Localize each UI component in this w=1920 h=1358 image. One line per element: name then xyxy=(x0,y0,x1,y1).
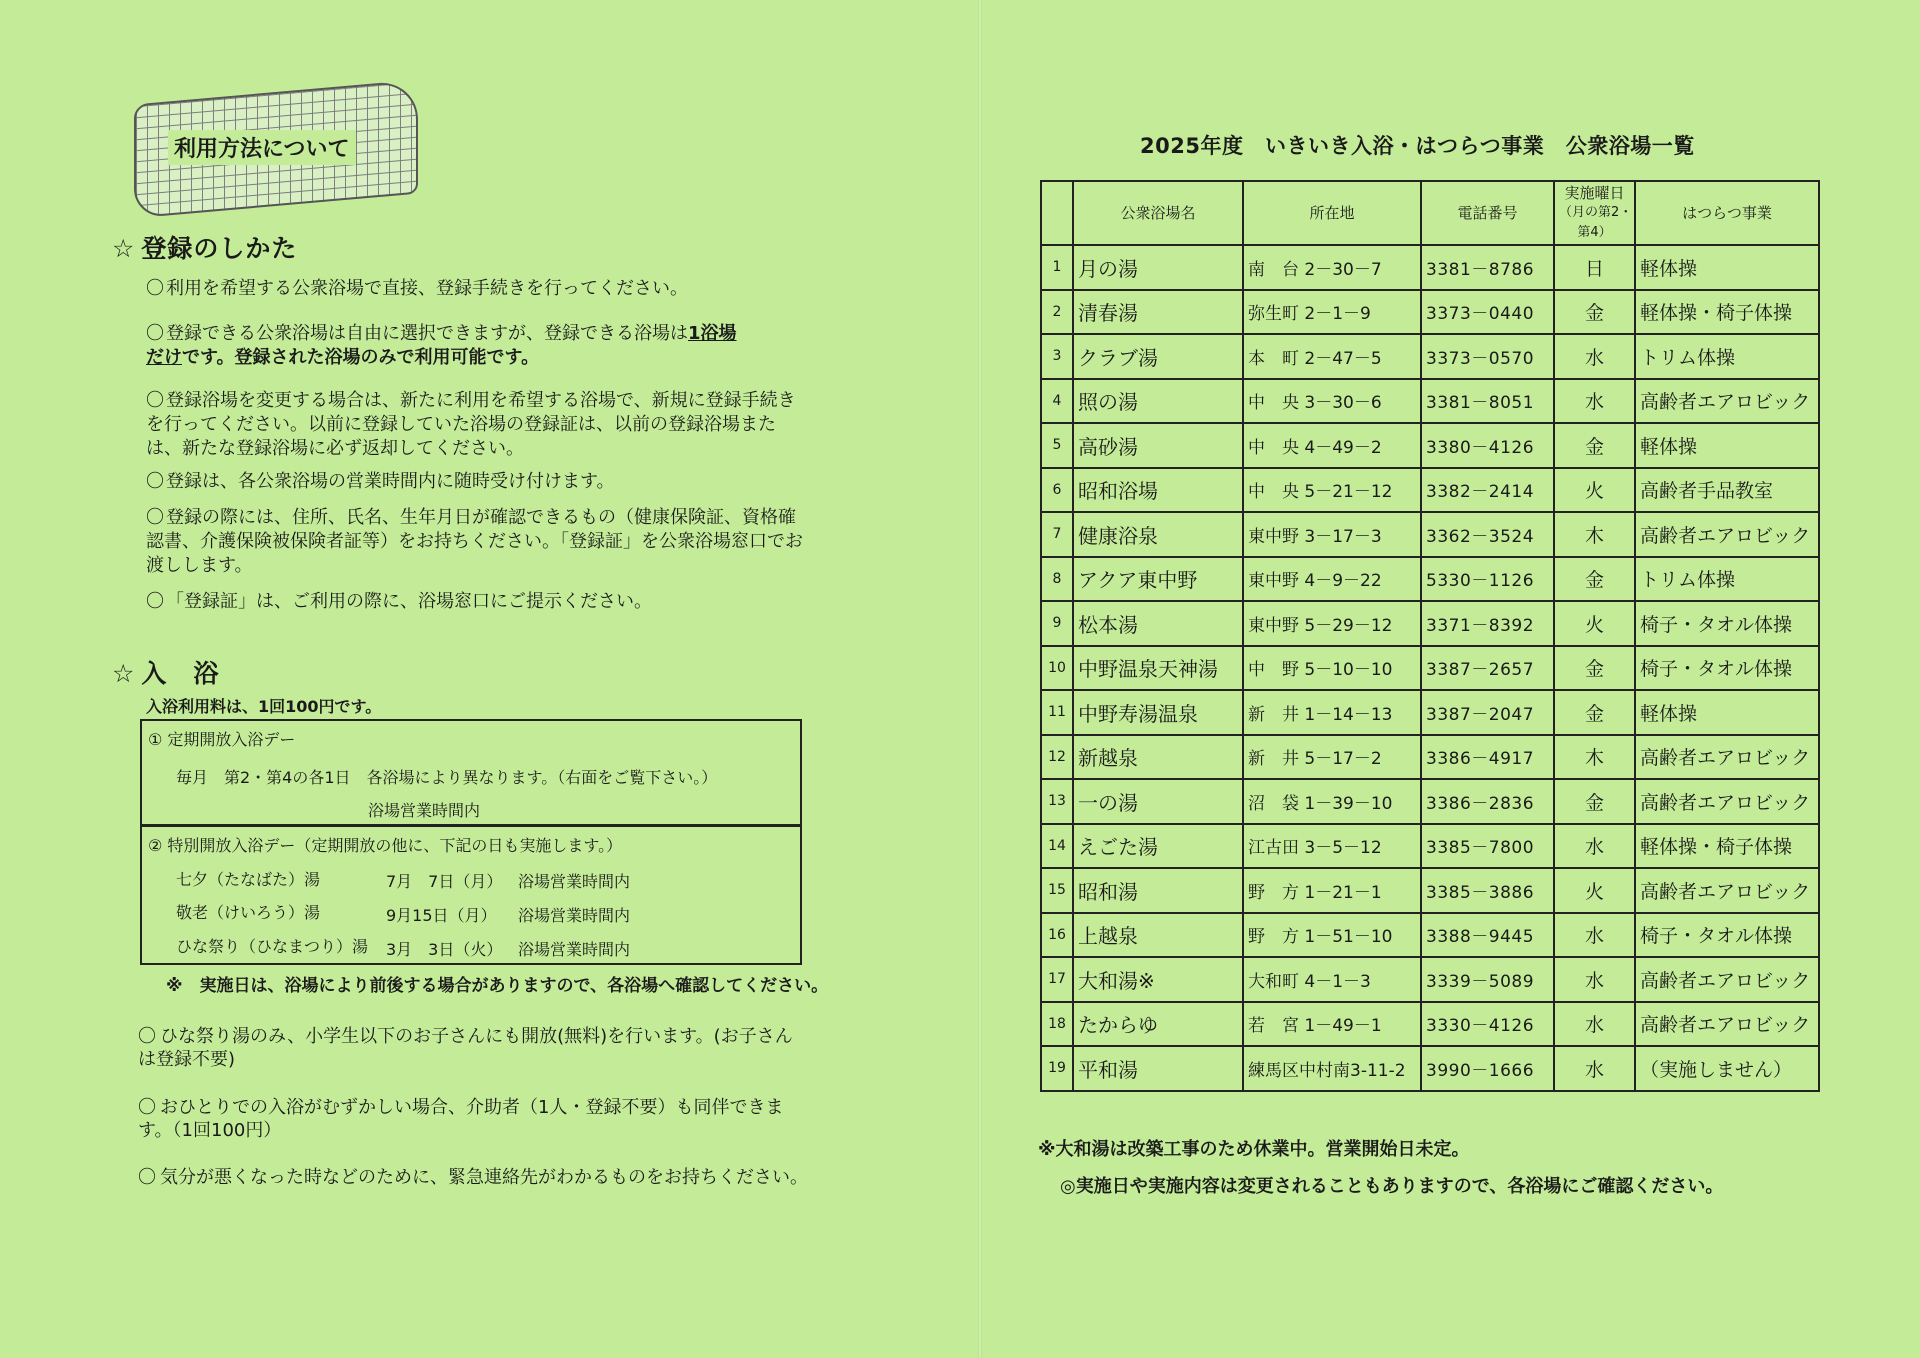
row-number: 9 xyxy=(1041,601,1073,646)
bath-phone: 3362－3524 xyxy=(1421,512,1554,557)
bathing-item-2-text: おひとりでの入浴がむずかしい場合、介助者（1人・登録不要）も同伴できます。（1回100円） xyxy=(138,1097,784,1141)
table-row xyxy=(1041,601,1819,646)
special-day-name: 敬老（けいろう）湯 xyxy=(176,903,321,922)
bath-address: 新 井 1－14－13 xyxy=(1243,690,1421,735)
bath-activity: 高齢者エアロビック xyxy=(1635,1002,1819,1047)
bath-day: 水 xyxy=(1554,334,1635,379)
circle-mark: 〇 xyxy=(138,1097,156,1118)
bath-day: 火 xyxy=(1554,601,1635,646)
col-header-day-line2: （月の第2・ xyxy=(1559,205,1633,220)
bath-name: 月の湯 xyxy=(1073,245,1243,290)
row-number: 16 xyxy=(1041,913,1073,958)
special-day-time: 浴場営業時間内 xyxy=(518,940,631,959)
banner-label: 利用方法について xyxy=(168,130,356,165)
bath-address: 東中野 4－9－22 xyxy=(1243,557,1421,602)
bath-phone: 3387－2047 xyxy=(1421,690,1554,735)
bathing-item-2 xyxy=(138,1096,808,1142)
registration-heading-text: 登録のしかた xyxy=(141,234,298,263)
bathing-heading xyxy=(112,654,219,690)
registration-item-2-bold: です。登録された浴場のみで利用可能です。 xyxy=(182,347,540,368)
bath-activity: トリム体操 xyxy=(1635,334,1819,379)
registration-item-4-text: 登録は、各公衆浴場の営業時間内に随時受け付けます。 xyxy=(166,471,615,492)
row-number: 3 xyxy=(1041,334,1073,379)
row-number: 12 xyxy=(1041,735,1073,780)
bath-phone: 3380－4126 xyxy=(1421,423,1554,468)
table-row xyxy=(1041,1046,1819,1091)
circle-mark: 〇 xyxy=(146,591,164,612)
table-row xyxy=(1041,423,1819,468)
public-bath-table xyxy=(1040,180,1820,1092)
bath-activity: 椅子・タオル体操 xyxy=(1635,646,1819,691)
row-number: 10 xyxy=(1041,646,1073,691)
special-day-date: 9月15日（月） xyxy=(386,906,497,925)
bath-day: 金 xyxy=(1554,779,1635,824)
bath-day: 水 xyxy=(1554,1002,1635,1047)
registration-item-5 xyxy=(146,506,806,578)
bath-phone: 3388－9445 xyxy=(1421,913,1554,958)
bath-address: 中 央 4－49－2 xyxy=(1243,423,1421,468)
table-row xyxy=(1041,735,1819,780)
bath-activity: 高齢者手品教室 xyxy=(1635,468,1819,513)
bath-address: 中 央 3－30－6 xyxy=(1243,379,1421,424)
bath-activity: 高齢者エアロビック xyxy=(1635,868,1819,913)
table-row xyxy=(1041,379,1819,424)
bath-activity: トリム体操 xyxy=(1635,557,1819,602)
table-row xyxy=(1041,824,1819,869)
bath-phone: 3373－0440 xyxy=(1421,290,1554,335)
special-day-time: 浴場営業時間内 xyxy=(518,872,631,891)
star-icon: ☆ xyxy=(112,234,136,263)
table-row xyxy=(1041,245,1819,290)
table-row xyxy=(1041,868,1819,913)
bath-name: 上越泉 xyxy=(1073,913,1243,958)
bath-name: たからゆ xyxy=(1073,1002,1243,1047)
bath-name: 中野寿湯温泉 xyxy=(1073,690,1243,735)
special-day-date: 3月 3日（火） xyxy=(386,940,503,959)
table-row xyxy=(1041,646,1819,691)
bath-address: 新 井 5－17－2 xyxy=(1243,735,1421,780)
col-header-day-line1: 実施曜日 xyxy=(1564,184,1625,202)
table-row xyxy=(1041,1002,1819,1047)
registration-item-3-text: 登録浴場を変更する場合は、新たに利用を希望する浴場で、新規に登録手続きを行ってください。以前に登録していた浴場の登録証は、以前の登録浴場または、新たな登録浴場に必ず返却してください。 xyxy=(146,390,796,459)
circle-mark: 〇 xyxy=(146,471,164,492)
bath-address: 本 町 2－47－5 xyxy=(1243,334,1421,379)
bath-activity: 軽体操 xyxy=(1635,245,1819,290)
row-number: 13 xyxy=(1041,779,1073,824)
bath-phone: 3339－5089 xyxy=(1421,957,1554,1002)
registration-item-6-text: 「登録証」は、ご利用の際に、浴場窓口にご提示ください。 xyxy=(166,591,652,612)
bath-address: 野 方 1－51－10 xyxy=(1243,913,1421,958)
regular-open-day-schedule: 毎月 第2・第4の各1日 各浴場により異なります。（右面をご覧下さい。） xyxy=(176,768,718,787)
table-row xyxy=(1041,957,1819,1002)
bath-phone: 3381－8051 xyxy=(1421,379,1554,424)
col-header-name: 公衆浴場名 xyxy=(1073,181,1243,245)
registration-item-2-text: 登録できる公衆浴場は自由に選択できますが、登録できる浴場は xyxy=(166,323,688,344)
row-number: 4 xyxy=(1041,379,1073,424)
regular-open-day-title: ① 定期開放入浴デー xyxy=(148,730,296,749)
table-row xyxy=(1041,468,1819,513)
bath-name: 照の湯 xyxy=(1073,379,1243,424)
special-day-name: ひな祭り（ひなまつり）湯 xyxy=(176,937,369,956)
bath-phone: 5330－1126 xyxy=(1421,557,1554,602)
bath-activity: 高齢者エアロビック xyxy=(1635,957,1819,1002)
bath-phone: 3330－4126 xyxy=(1421,1002,1554,1047)
row-number: 17 xyxy=(1041,957,1073,1002)
bath-phone: 3386－2836 xyxy=(1421,779,1554,824)
spa-list-title: 2025年度 いきいき入浴・はつらつ事業 公衆浴場一覧 xyxy=(1140,134,1695,158)
bathing-item-1 xyxy=(138,1025,808,1071)
bath-activity: 高齢者エアロビック xyxy=(1635,779,1819,824)
bath-day: 火 xyxy=(1554,868,1635,913)
row-number: 1 xyxy=(1041,245,1073,290)
registration-heading xyxy=(112,229,297,265)
bath-name: 平和湯 xyxy=(1073,1046,1243,1091)
row-number: 11 xyxy=(1041,690,1073,735)
bath-day: 水 xyxy=(1554,824,1635,869)
bath-day: 水 xyxy=(1554,379,1635,424)
circle-mark: 〇 xyxy=(138,1167,156,1188)
bath-phone: 3385－7800 xyxy=(1421,824,1554,869)
bath-name: 松本湯 xyxy=(1073,601,1243,646)
registration-item-6 xyxy=(146,590,806,614)
table-header-row xyxy=(1041,181,1819,245)
bath-phone: 3381－8786 xyxy=(1421,245,1554,290)
special-open-day-title: ② 特別開放入浴デー（定期開放の他に、下記の日も実施します。） xyxy=(148,836,623,855)
row-number: 5 xyxy=(1041,423,1073,468)
bath-activity: （実施しません） xyxy=(1635,1046,1819,1091)
registration-item-2-emphasis: 1浴場 xyxy=(688,323,737,344)
bathing-item-1-text: ひな祭り湯のみ、小学生以下のお子さんにも開放(無料)を行います。(お子さんは登録不要) xyxy=(138,1026,793,1070)
bath-address: 東中野 3－17－3 xyxy=(1243,512,1421,557)
bath-day: 水 xyxy=(1554,957,1635,1002)
row-number: 18 xyxy=(1041,1002,1073,1047)
bath-phone: 3373－0570 xyxy=(1421,334,1554,379)
registration-item-5-text: 登録の際には、住所、氏名、生年月日が確認できるもの（健康保険証、資格確認書、介護保険被保険者証等）をお持ちください。「登録証」を公衆浴場窓口でお渡しします。 xyxy=(146,507,803,576)
circle-mark: 〇 xyxy=(146,390,164,411)
bath-activity: 椅子・タオル体操 xyxy=(1635,601,1819,646)
bath-day: 金 xyxy=(1554,290,1635,335)
bath-day: 金 xyxy=(1554,690,1635,735)
registration-item-2 xyxy=(146,322,806,370)
bath-address: 大和町 4－1－3 xyxy=(1243,957,1421,1002)
col-header-address: 所在地 xyxy=(1243,181,1421,245)
row-number: 15 xyxy=(1041,868,1073,913)
bath-day: 金 xyxy=(1554,646,1635,691)
special-day-name: 七夕（たなばた）湯 xyxy=(176,870,321,889)
bath-phone: 3990－1666 xyxy=(1421,1046,1554,1091)
bath-name: 大和湯※ xyxy=(1073,957,1243,1002)
registration-item-4 xyxy=(146,470,806,494)
table-row xyxy=(1041,512,1819,557)
bath-activity: 椅子・タオル体操 xyxy=(1635,913,1819,958)
col-header-day xyxy=(1554,181,1635,245)
bath-day: 金 xyxy=(1554,423,1635,468)
bath-day: 木 xyxy=(1554,512,1635,557)
bathing-item-3-text: 気分が悪くなった時などのために、緊急連絡先がわかるものをお持ちください。 xyxy=(160,1167,808,1188)
bath-name: 高砂湯 xyxy=(1073,423,1243,468)
bathing-heading-text: 入 浴 xyxy=(141,659,220,688)
special-day-time: 浴場営業時間内 xyxy=(518,906,631,925)
table-body xyxy=(1041,245,1819,1091)
bath-name: クラブ湯 xyxy=(1073,334,1243,379)
bath-address: 東中野 5－29－12 xyxy=(1243,601,1421,646)
bath-activity: 軽体操 xyxy=(1635,690,1819,735)
regular-open-day-box xyxy=(140,719,802,826)
bath-name: 新越泉 xyxy=(1073,735,1243,780)
table-row xyxy=(1041,913,1819,958)
bath-phone: 3387－2657 xyxy=(1421,646,1554,691)
bath-day: 火 xyxy=(1554,468,1635,513)
bath-address: 若 宮 1－49－1 xyxy=(1243,1002,1421,1047)
registration-item-3 xyxy=(146,389,806,461)
col-header-phone: 電話番号 xyxy=(1421,181,1554,245)
bath-activity: 軽体操・椅子体操 xyxy=(1635,824,1819,869)
bath-name: 清春湯 xyxy=(1073,290,1243,335)
bath-name: 一の湯 xyxy=(1073,779,1243,824)
table-row xyxy=(1041,290,1819,335)
bath-address: 沼 袋 1－39－10 xyxy=(1243,779,1421,824)
bath-address: 練馬区中村南3-11-2 xyxy=(1243,1046,1421,1091)
change-notice: ◎実施日や実施内容は変更されることもありますので、各浴場にご確認ください。 xyxy=(1060,1176,1724,1197)
circle-mark: 〇 xyxy=(146,507,164,528)
table-row xyxy=(1041,779,1819,824)
special-open-day-box xyxy=(140,825,802,965)
closure-note: ※大和湯は改築工事のため休業中。営業開始日未定。 xyxy=(1038,1139,1470,1160)
bath-address: 野 方 1－21－1 xyxy=(1243,868,1421,913)
circle-mark: 〇 xyxy=(146,278,164,299)
bath-phone: 3385－3886 xyxy=(1421,868,1554,913)
table-row xyxy=(1041,690,1819,735)
bath-activity: 高齢者エアロビック xyxy=(1635,735,1819,780)
bath-phone: 3382－2414 xyxy=(1421,468,1554,513)
bath-phone: 3371－8392 xyxy=(1421,601,1554,646)
date-variation-note: ※ 実施日は、浴場により前後する場合がありますので、各浴場へ確認してください。 xyxy=(166,976,829,996)
registration-item-1-text: 利用を希望する公衆浴場で直接、登録手続きを行ってください。 xyxy=(166,278,688,299)
bath-day: 木 xyxy=(1554,735,1635,780)
bath-day: 水 xyxy=(1554,1046,1635,1091)
row-number: 19 xyxy=(1041,1046,1073,1091)
row-number: 6 xyxy=(1041,468,1073,513)
bath-address: 江古田 3－5－12 xyxy=(1243,824,1421,869)
row-number: 2 xyxy=(1041,290,1073,335)
bath-day: 金 xyxy=(1554,557,1635,602)
table-row xyxy=(1041,557,1819,602)
circle-mark: 〇 xyxy=(146,323,164,344)
col-header-activity: はつらつ事業 xyxy=(1635,181,1819,245)
row-number: 14 xyxy=(1041,824,1073,869)
bath-name: えごた湯 xyxy=(1073,824,1243,869)
bath-address: 中 野 5－10－10 xyxy=(1243,646,1421,691)
bath-name: 中野温泉天神湯 xyxy=(1073,646,1243,691)
bathing-item-3 xyxy=(138,1166,808,1189)
bath-day: 水 xyxy=(1554,913,1635,958)
bath-name: アクア東中野 xyxy=(1073,557,1243,602)
table-row xyxy=(1041,334,1819,379)
registration-item-1 xyxy=(146,277,806,301)
bath-phone: 3386－4917 xyxy=(1421,735,1554,780)
circle-mark: 〇 xyxy=(138,1026,156,1047)
bath-name: 昭和浴場 xyxy=(1073,468,1243,513)
bath-name: 昭和湯 xyxy=(1073,868,1243,913)
col-header-day-line3: 第4） xyxy=(1577,225,1612,240)
bathing-fee: 入浴利用料は、1回100円です。 xyxy=(146,697,382,716)
registration-item-2-emphasis-2: だけ xyxy=(146,347,182,368)
bath-name: 健康浴泉 xyxy=(1073,512,1243,557)
bath-activity: 高齢者エアロビック xyxy=(1635,379,1819,424)
col-header-no xyxy=(1041,181,1073,245)
bath-activity: 軽体操・椅子体操 xyxy=(1635,290,1819,335)
row-number: 7 xyxy=(1041,512,1073,557)
regular-open-day-hours: 浴場営業時間内 xyxy=(368,801,481,820)
row-number: 8 xyxy=(1041,557,1073,602)
bath-address: 南 台 2－30－7 xyxy=(1243,245,1421,290)
star-icon: ☆ xyxy=(112,659,136,688)
bath-address: 中 央 5－21－12 xyxy=(1243,468,1421,513)
bath-address: 弥生町 2－1－9 xyxy=(1243,290,1421,335)
bath-activity: 高齢者エアロビック xyxy=(1635,512,1819,557)
bath-activity: 軽体操 xyxy=(1635,423,1819,468)
special-day-date: 7月 7日（月） xyxy=(386,872,503,891)
bath-day: 日 xyxy=(1554,245,1635,290)
